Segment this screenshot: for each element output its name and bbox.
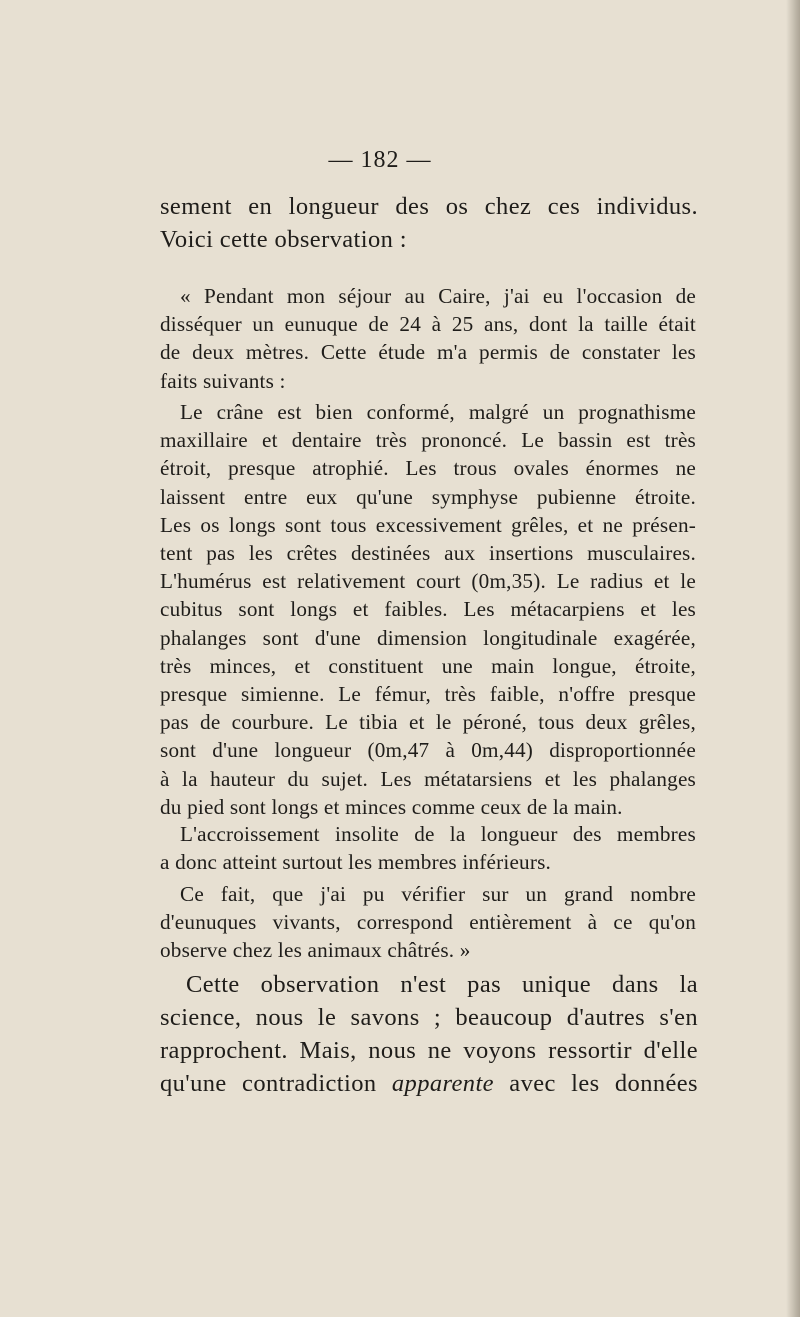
quote-paragraph-1: [160, 282, 696, 395]
text-line: observe chez les animaux châtrés. »: [160, 938, 471, 963]
text-line: phalanges sont d'une dimension longitudinale exagérée,: [160, 625, 696, 650]
text-line: science, nous le savons ; beaucoup d'autres s'en: [160, 1004, 698, 1031]
text-line: « Pendant mon séjour au Caire, j'ai eu l'occasion de: [180, 284, 696, 308]
text-line: a donc atteint surtout les membres inférieurs.: [160, 850, 552, 875]
text-line: presque simienne. Le fémur, très faible, n'offre presque: [160, 682, 696, 707]
quote-paragraph-2: [160, 398, 696, 821]
quote-paragraph-4: [160, 880, 696, 965]
text-line-with-emphasis: [160, 1067, 698, 1100]
closing-paragraph: [160, 968, 698, 1100]
text-line: laissent entre eux qu'une symphyse pubienne étroite.: [160, 484, 696, 509]
text-line: Cette observation n'est pas unique dans la: [186, 971, 698, 998]
text-line: de deux mètres. Cette étude m'a permis de constater les: [160, 340, 696, 365]
intro-paragraph: [160, 190, 698, 256]
text-line: L'accroissement insolite de la longueur des membres: [180, 822, 696, 846]
text-line: d'eunuques vivants, correspond entièrement à ce qu'on: [160, 910, 696, 935]
text-line: à la hauteur du sujet. Les métatarsiens et les phalanges: [160, 766, 696, 791]
text-line: rapprochent. Mais, nous ne voyons ressortir d'elle: [160, 1037, 698, 1064]
text-line: pas de courbure. Le tibia et le péroné, tous deux grêles,: [160, 710, 696, 735]
text-line: sement en longueur des os chez ces individus.: [160, 193, 698, 220]
text-line: Voici cette observation :: [160, 226, 407, 253]
text-line: Ce fait, que j'ai pu vérifier sur un grand nombre: [180, 882, 696, 906]
quote-paragraph-3: [160, 820, 696, 876]
text-line: maxillaire et dentaire très prononcé. Le bassin est très: [160, 428, 696, 453]
text-fragment: qu'une contradiction: [160, 1070, 377, 1097]
text-line: sont d'une longueur (0m,47 à 0m,44) disproportionnée: [160, 738, 696, 763]
text-line: Les os longs sont tous excessivement grêles, et ne présen-: [160, 512, 696, 537]
text-line: du pied sont longs et minces comme ceux de la main.: [160, 794, 623, 819]
page-edge-shadow: [786, 0, 800, 1317]
page-number: — 182 —: [328, 147, 432, 173]
text-line: Le crâne est bien conformé, malgré un prognathisme: [180, 400, 696, 424]
text-line: cubitus sont longs et faibles. Les métacarpiens et les: [160, 597, 696, 622]
text-line: disséquer un eunuque de 24 à 25 ans, dont la taille était: [160, 312, 696, 337]
text-fragment: avec les données: [509, 1070, 698, 1097]
text-line: L'humérus est relativement court (0m,35). Le radius et le: [160, 569, 696, 594]
text-line: très minces, et constituent une main longue, étroite,: [160, 653, 696, 678]
text-line: étroit, presque atrophié. Les trous ovales énormes ne: [160, 456, 696, 481]
text-line: tent pas les crêtes destinées aux insertions musculaires.: [160, 541, 696, 566]
text-line: faits suivants :: [160, 368, 286, 393]
emphasized-word: apparente: [391, 1070, 494, 1097]
